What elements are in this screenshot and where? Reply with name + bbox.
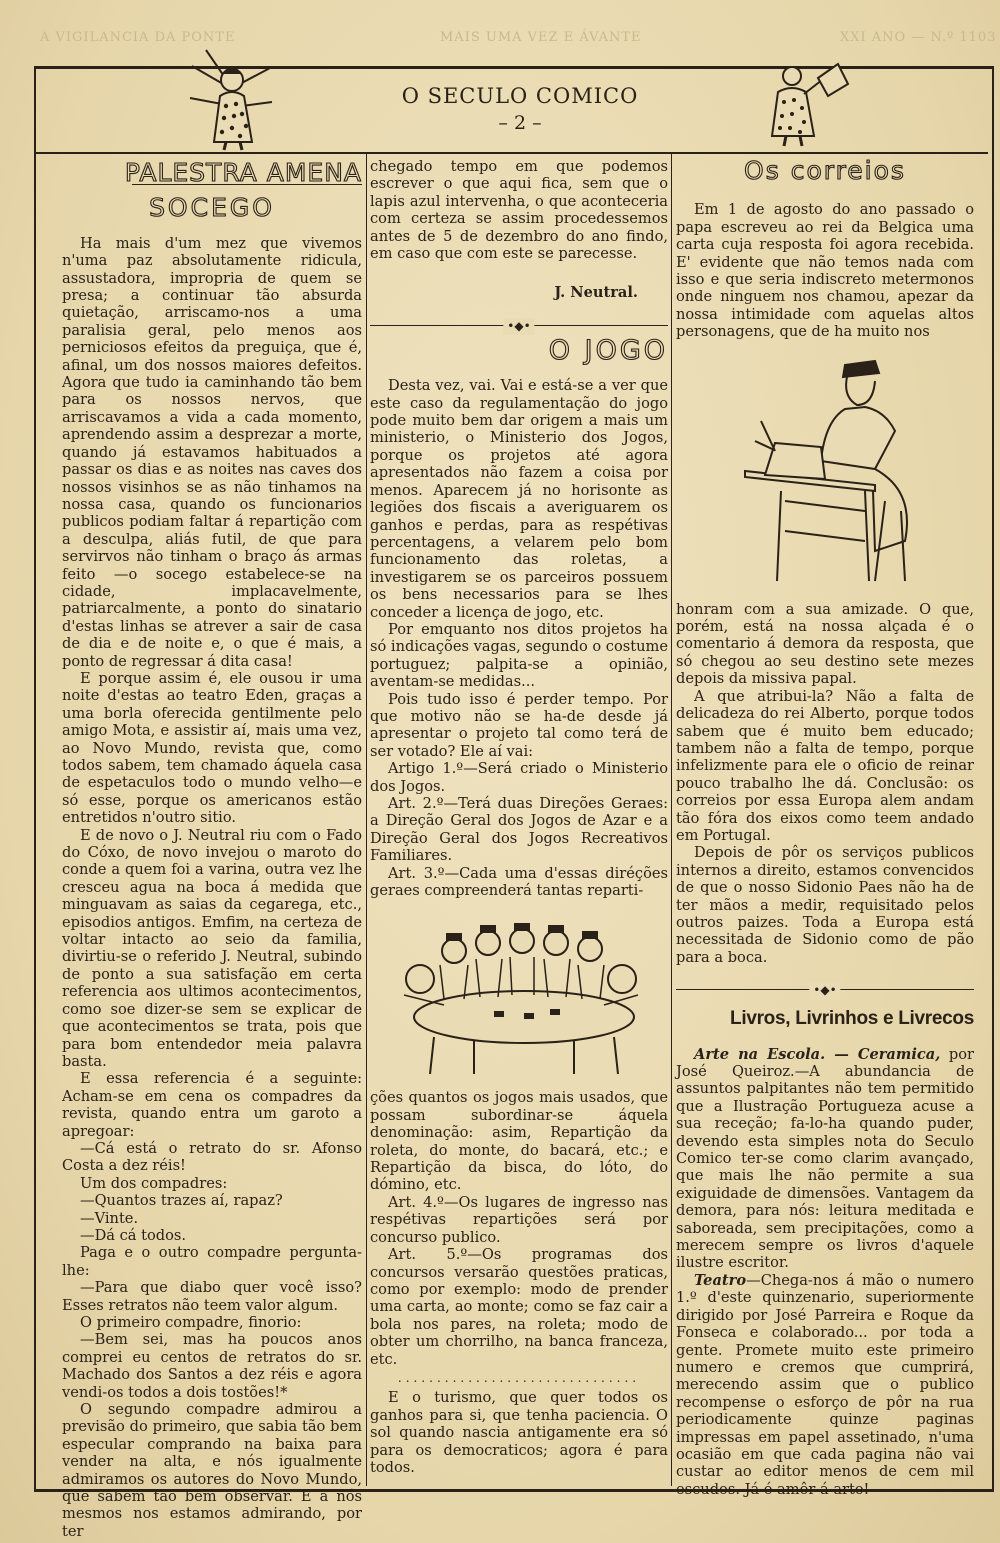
article-paragraph: Art. 3.º—Cada uma d'essas diréções geraes compreenderá tantas reparti-: [370, 864, 668, 900]
page-number: – 2 –: [498, 112, 542, 134]
review-text: —Chega-nos á mão o numero 1.º d'este quinzenario, superiormente dirigido por José Parreira e Roque da Fonseca e colaborado... por toda a gente. Promete muito este primeiro numero e cremos que cumprirá, merecendo assim que o publico recompense o esforço de pôr na rua periodicamente quinze paginas impressas em papel assetinado, n'uma ocasião em que cada pagina não vai custar ao editor menos de cem mil escudos. Já é amôr á arte!: [676, 1271, 974, 1498]
doll-pierced-by-arrows-icon: [186, 46, 276, 152]
article-paragraph: —Para que diabo quer você isso? Esses retratos não teem valor algum.: [62, 1279, 362, 1314]
bleed-through-text-right: XXI ANO — N.º 1103: [840, 30, 997, 45]
article-paragraph: E o turismo, que quer todos os ganhos para si, que tenha paciencia. O sol quando nascia antigamente era só para os democraticos; agora é para todos.: [370, 1389, 668, 1476]
article-paragraph: Ha mais d'um mez que vivemos n'uma paz absolutamente ridicula, assustadora, impropria de quem se presa; a continuar tão absurda quietação, arriscamo-nos a uma paralisia geral, pelo menos aos perniciosos efeitos da preguiça, que é, afinal, um dos nossos maiores defeitos. Agora que tudo ia caminhando tão bem para os nossos nervos, que arriscavamos a vida a cada momento, aprendendo assim a desprezar a morte, quando já estavamos habituados a passar os dias e as noites nas caves dos nossos visinhos se as não tinhamos na nossa casa, quando os funcionarios publicos podiam faltar á repartição com a desculpa, aliás futil, de que para servirvos não tinham o braço ás armas feito —o socego estabelece-se na cidade, implacavelmente, patriarcalmente, a ponto do sinatario d'estas linhas se atrever a sair de casa de dia e de noite e, o que é mais, a ponto de regressar á dita casa!: [62, 234, 362, 670]
article-paragraph: ções quantos os jogos mais usados, que possam subordinar-se áquela denominação: asim, Repartição da roleta, do monte, do bacará, etc.; e Repartição da bisca, do lóto, do dómino, etc.: [370, 1089, 668, 1194]
column-rule-2: [671, 152, 672, 1486]
section-heading-livros: Livros, Livrinhos e Livrecos: [730, 1008, 974, 1030]
column-1: [62, 158, 362, 1540]
article-title-socego: SOCEGO: [149, 193, 275, 223]
gamblers-at-table-illustration: [384, 909, 654, 1079]
article-paragraph: Depois de pôr os serviços publicos internos a direito, estamos convencidos de que o nosso Sidonio Paes não ha de ter mãos a medir, requisitado pelos outros paizes. Toda a Europa está necessitada de Sidonio como de pão para a boca.: [676, 844, 974, 966]
article-paragraph: A que atribui-la? Não a falta de delicadeza do rei Alberto, porque todos sabem que é muito bem educado; tambem não a falta de tempo, porque infelizmente para ele o oficio de reinar pouco trabalho lhe dá. Conclusão: os correios por essa Europa alem andam tão fóra dos eixos como teem andado em Portugal.: [676, 687, 974, 844]
article-paragraph: Artigo 1.º—Será criado o Ministerio dos Jogos.: [370, 760, 668, 795]
header-rule: [36, 152, 988, 154]
article-paragraph: E essa referencia é a seguinte: Acham-se em cena os compadres da revista, quando entra um garoto a apregoar:: [62, 1070, 362, 1140]
column-2: [370, 158, 668, 1476]
article-paragraph: Um dos compadres:: [80, 1174, 228, 1192]
review-text: por José Queiroz.—A abundancia de assuntos palpitantes não tem permitido que a Ilustração Portugueza acuse a sua receção; fa-lo-ha quando puder, devendo esta simples nota do Seculo Comico ter-se como clarim avançado, que mais lhe não permite a sua exiguidade de dimensões. Vantagem da demora, para nós: leitura meditada e saboreada, sem precipitações, como a merecem sempre os livros d'aquele ilustre escritor.: [676, 1045, 975, 1272]
article-paragraph: Paga e o outro compadre pergunta-lhe:: [62, 1244, 362, 1279]
article-paragraph: O primeiro compadre, finorio:: [80, 1314, 302, 1331]
divider-ornament: •◆•: [809, 982, 840, 999]
article-paragraph: —Cá está o retrato do sr. Afonso Costa a dez réis!: [62, 1139, 362, 1175]
article-paragraph: Art. 2.º—Terá duas Direções Geraes: a Direção Geral dos Jogos de Azar e a Direção Geral dos Jogos Recreativos Familiares.: [370, 795, 668, 865]
article-paragraph: chegado tempo em que podemos escrever o que aqui fica, sem que o lapis azul intervenha, o que aconteceria com certeza se assim procedessemos antes de 5 de dezembro do ano findo, em caso que com este se parecesse.: [370, 158, 668, 263]
section-divider: [370, 316, 668, 334]
article-paragraph: Pois tudo isso é perder tempo. Por que motivo não se ha-de desde já apresentar o projeto tal como terá de ser votado? Ele aí vai:: [370, 690, 668, 760]
column-3: [676, 158, 974, 1498]
article-paragraph: O segundo compadre admirou a previsão do primeiro, que sabia tão bem especular comprando na baixa para vender na alta, e nós igualmente admiramos os autores do Novo Mundo, que sabem tão bem observar. E a nós mesmos nos estamos admirando, por ter: [62, 1401, 362, 1540]
article-paragraph: honram com a sua amizade. O que, porém, está na nossa alçada é o comentario á demora da resposta, que só chegou ao seu destino sete mezes depois da missiva papal.: [676, 600, 974, 688]
dotted-separator: ...............................: [397, 1370, 641, 1385]
doll-with-bag-icon: [762, 58, 852, 148]
article-paragraph: —Quantos trazes aí, rapaz?: [80, 1192, 283, 1210]
bleed-through-text-left: A VIGILANCIA DA PONTE: [40, 30, 236, 45]
postman-writing-letter-illustration: [725, 351, 925, 591]
bleed-through-text-middle: MAIS UMA VEZ E ÁVANTE: [440, 30, 642, 45]
article-paragraph: E porque assim é, ele ousou ir uma noite d'estas ao teatro Eden, graças a uma borla oferecida gentilmente pelo amigo Mota, e assistir aí, mais uma vez, ao Novo Mundo, revista que, como todos sabem, tem chamado áquela casa de espetaculos todo o mundo velho—e só esse, porque os americanos estão entretidos n'outro sitio.: [62, 669, 362, 827]
section-heading-palestra-amena: PALESTRA AMENA: [124, 158, 362, 187]
section-divider: [676, 980, 974, 998]
masthead-title: O SECULO COMICO: [401, 84, 639, 108]
article-paragraph: Art. 4.º—Os lugares de ingresso nas respétivas repartições será por concurso publico.: [370, 1193, 668, 1246]
review-title: Teatro: [694, 1271, 747, 1289]
column-rule-1: [366, 152, 367, 1486]
article-title-o-jogo: O JOGO: [548, 334, 668, 366]
review-title: Arte na Escola. — Ceramica,: [694, 1045, 941, 1063]
article-paragraph: Por emquanto nos ditos projetos ha só indicações vagas, segundo o costume portuguez; palpita-se a opinião, aventam-se medidas...: [370, 620, 668, 691]
article-paragraph: Em 1 de agosto do ano passado o papa escreveu ao rei da Belgica uma carta cuja resposta foi agora recebida. E' evidente que não temos nada com isso e que seria indiscreto metermonos onde ninguem nos chamou, apezar da nossa intimidade com aquelas altos personagens, que de ha muito nos: [676, 201, 974, 341]
review-paragraph: [676, 1046, 974, 1272]
article-paragraph: Art. 5.º—Os programas dos concursos versarão questões praticas, como por exemplo: modo de prender uma carta, ao monte; como se faz cair a bola nos pares, na roleta; modo de obter um chorrilho, na banca franceza, etc.: [370, 1246, 668, 1368]
article-paragraph: —Bem sei, mas ha poucos anos comprei eu centos de retratos do sr. Machado dos Santos a dez réis e agora vendi-os todos a dois tostões!*: [62, 1331, 362, 1401]
review-paragraph: [676, 1272, 974, 1498]
article-paragraph: E de novo o J. Neutral riu com o Fado do Cóxo, de novo invejou o maroto do conde a quem foi a varina, outra vez lhe cresceu agua na boca á medida que minguavam as saias da cegarega, etc., episodios antigos. Emfim, na certeza de voltar intacto ao seio da familia, divirtiu-se o referido J. Neutral, subindo de ponto a sua satisfação em certa referencia aos ultimos acontecimentos, como soe dizer-se sem se explicar de que acontecimentos se trata, pois que para bom entendedor meia palavra basta.: [62, 826, 362, 1070]
divider-ornament: •◆•: [503, 318, 534, 335]
article-paragraph: Desta vez, vai. Vai e está-se a ver que este caso da regulamentação do jogo pode muito bem dar origem a mais um ministerio, o Ministerio dos Jogos, porque os projetos até agora apresentados não fazem a coisa por menos. Aparecem já no horisonte as legiões dos fiscais a averiguarem os ganhos e perdas, para as respétivas percentagens, a velarem pelo bom funcionamento das roletas, a investigarem se os parceiros possuem os bens necessarios para se lhes conceder a licença de jogo, etc.: [370, 377, 668, 621]
article-title-os-correios: Os correios: [744, 156, 906, 185]
article-paragraph: —Vinte.: [80, 1209, 139, 1227]
article-paragraph: —Dá cá todos.: [80, 1226, 187, 1244]
author-signature: J. Neutral.: [554, 284, 638, 302]
